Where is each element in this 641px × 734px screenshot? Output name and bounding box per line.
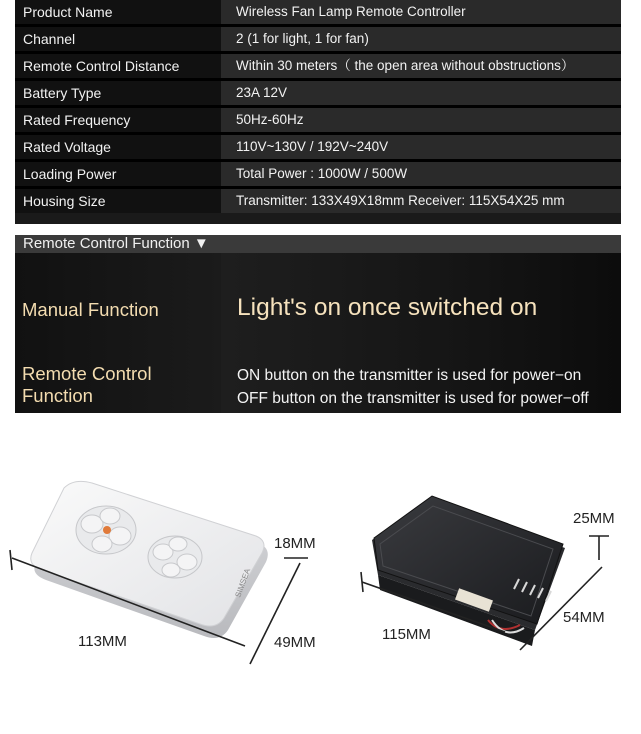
spec-row-voltage [15,135,621,159]
manual-function-label: Manual Function [22,299,159,320]
receiver-height-label: 25MM [573,510,615,527]
spec-row-distance [15,54,621,78]
spec-row-power [15,162,621,186]
spec-label: Remote Control Distance [15,54,221,78]
spec-value: 23A 12V [221,81,621,105]
spec-label: Product Name [15,0,221,24]
spec-row-product-name [15,0,621,24]
spec-value: Transmitter: 133X49X18mm Receiver: 115X54X25 mm [221,189,621,213]
remote-function-label: Remote Control Function [22,363,152,406]
spec-label: Housing Size [15,189,221,213]
spec-row-frequency [15,108,621,132]
spec-label: Channel [15,27,221,51]
receiver-length-label: 115MM [382,626,431,643]
spec-row-battery [15,81,621,105]
function-labels-column [15,253,221,413]
spec-value: Wireless Fan Lamp Remote Controller [221,0,621,24]
spec-table [15,0,621,224]
transmitter-width-label: 49MM [274,634,316,651]
spec-row-channel [15,27,621,51]
transmitter-thickness-label: 18MM [274,535,316,552]
spec-label: Battery Type [15,81,221,105]
spec-label: Rated Voltage [15,135,221,159]
power-button-cluster [76,506,136,554]
spec-value: Within 30 meters（ the open area without obstructions） [221,54,621,78]
product-illustration [0,420,641,734]
spec-row-housing [15,189,621,213]
receiver-box [372,496,565,646]
spec-value: 110V~130V / 192V~240V [221,135,621,159]
remote-function-value [237,364,589,410]
row-divider [15,213,621,224]
remote-function-line-off: OFF button on the transmitter is used for power−off [237,390,589,407]
spec-label: Rated Frequency [15,108,221,132]
spec-value: Total Power : 1000W / 500W [221,162,621,186]
function-header: Remote Control Function ▼ [15,235,621,253]
transmitter-remote [31,481,268,638]
transmitter-length-label: 113MM [78,633,127,650]
brand-logo: SIMSEA [233,567,253,599]
spec-label: Loading Power [15,162,221,186]
spec-value: 50Hz-60Hz [221,108,621,132]
function-section [15,235,621,413]
function-values-column [221,253,621,413]
fan-button-cluster [148,536,202,578]
receiver-width-label: 54MM [563,609,605,626]
manual-function-value: Light's on once switched on [237,294,538,321]
remote-function-line-on: ON button on the transmitter is used for power−on [237,367,582,384]
spec-value: 2 (1 for light, 1 for fan) [221,27,621,51]
